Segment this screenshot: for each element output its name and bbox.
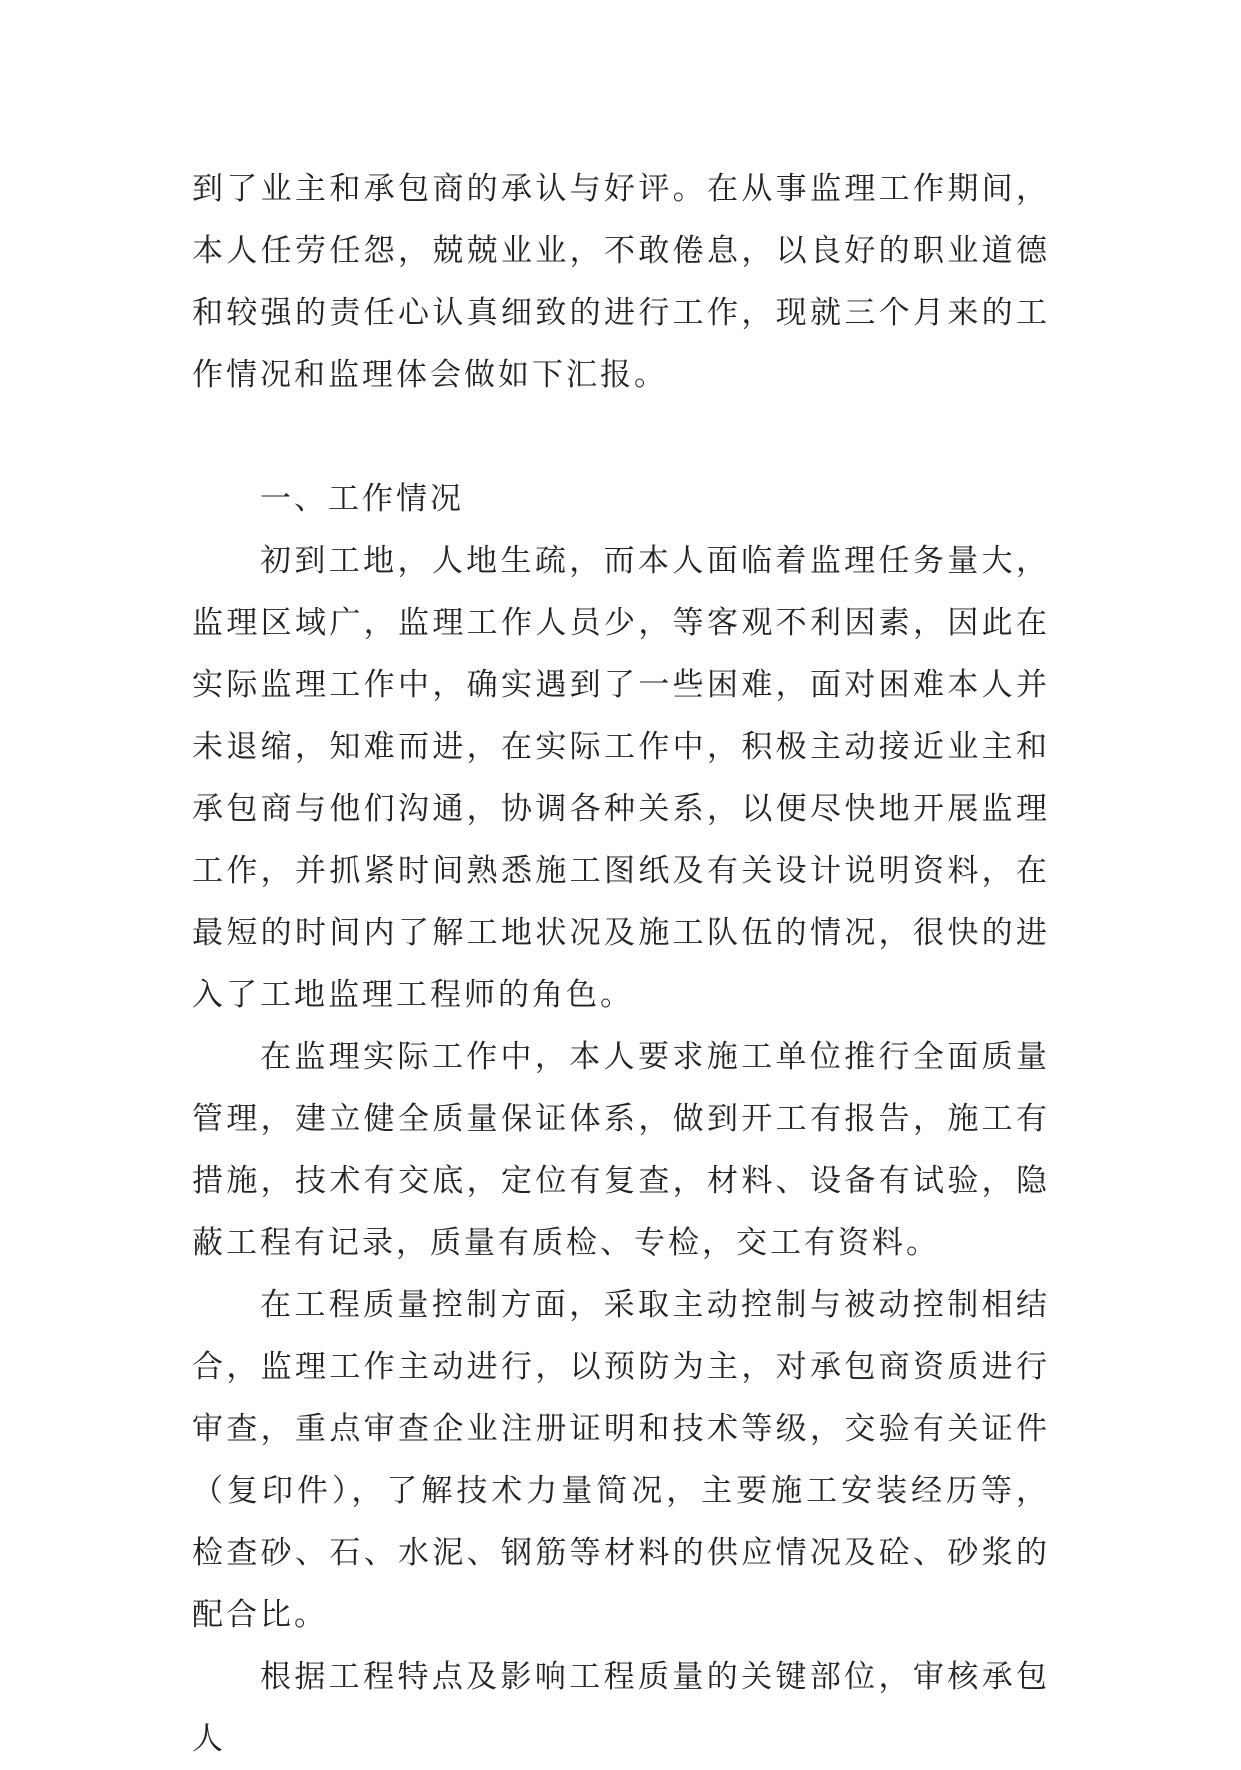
paragraph-2: 在监理实际工作中，本人要求施工单位推行全面质量管理，建立健全质量保证体系，做到开工有报告，施工有措施，技术有交底，定位有复查，材料、设备有试验，隐蔽工程有记录，质量有质检、专检，交工有资料。 (192, 1039, 1050, 1261)
paragraph-gap (192, 406, 1050, 468)
paragraph-3: 在工程质量控制方面，采取主动控制与被动控制相结合，监理工作主动进行，以预防为主，对承包商资质进行审查，重点审查企业注册证明和技术等级，交验有关证件（复印件），了解技术力量简况，主要施工安装经历等，检查砂、石、水泥、钢筋等材料的供应情况及砼、砂浆的配合比。 (192, 1287, 1050, 1633)
paragraph-intro: 到了业主和承包商的承认与好评。在从事监理工作期间，本人任劳任怨，兢兢业业，不敢倦息，以良好的职业道德和较强的责任心认真细致的进行工作，现就三个月来的工作情况和监理体会做如下汇报。 (192, 171, 1050, 393)
section-heading: 一、工作情况 (260, 481, 464, 517)
document-body (192, 158, 1050, 1770)
paragraph-4: 根据工程特点及影响工程质量的关键部位，审核承包人 (192, 1659, 1050, 1757)
paragraph-1: 初到工地，人地生疏，而本人面临着监理任务量大，监理区域广，监理工作人员少，等客观不利因素，因此在实际监理工作中，确实遇到了一些困难，面对困难本人并未退缩，知难而进，在实际工作中，积极主动接近业主和承包商与他们沟通，协调各种关系，以便尽快地开展监理工作，并抓紧时间熟悉施工图纸及有关设计说明资料，在最短的时间内了解工地状况及施工队伍的情况，很快的进入了工地监理工程师的角色。 (192, 543, 1050, 1013)
